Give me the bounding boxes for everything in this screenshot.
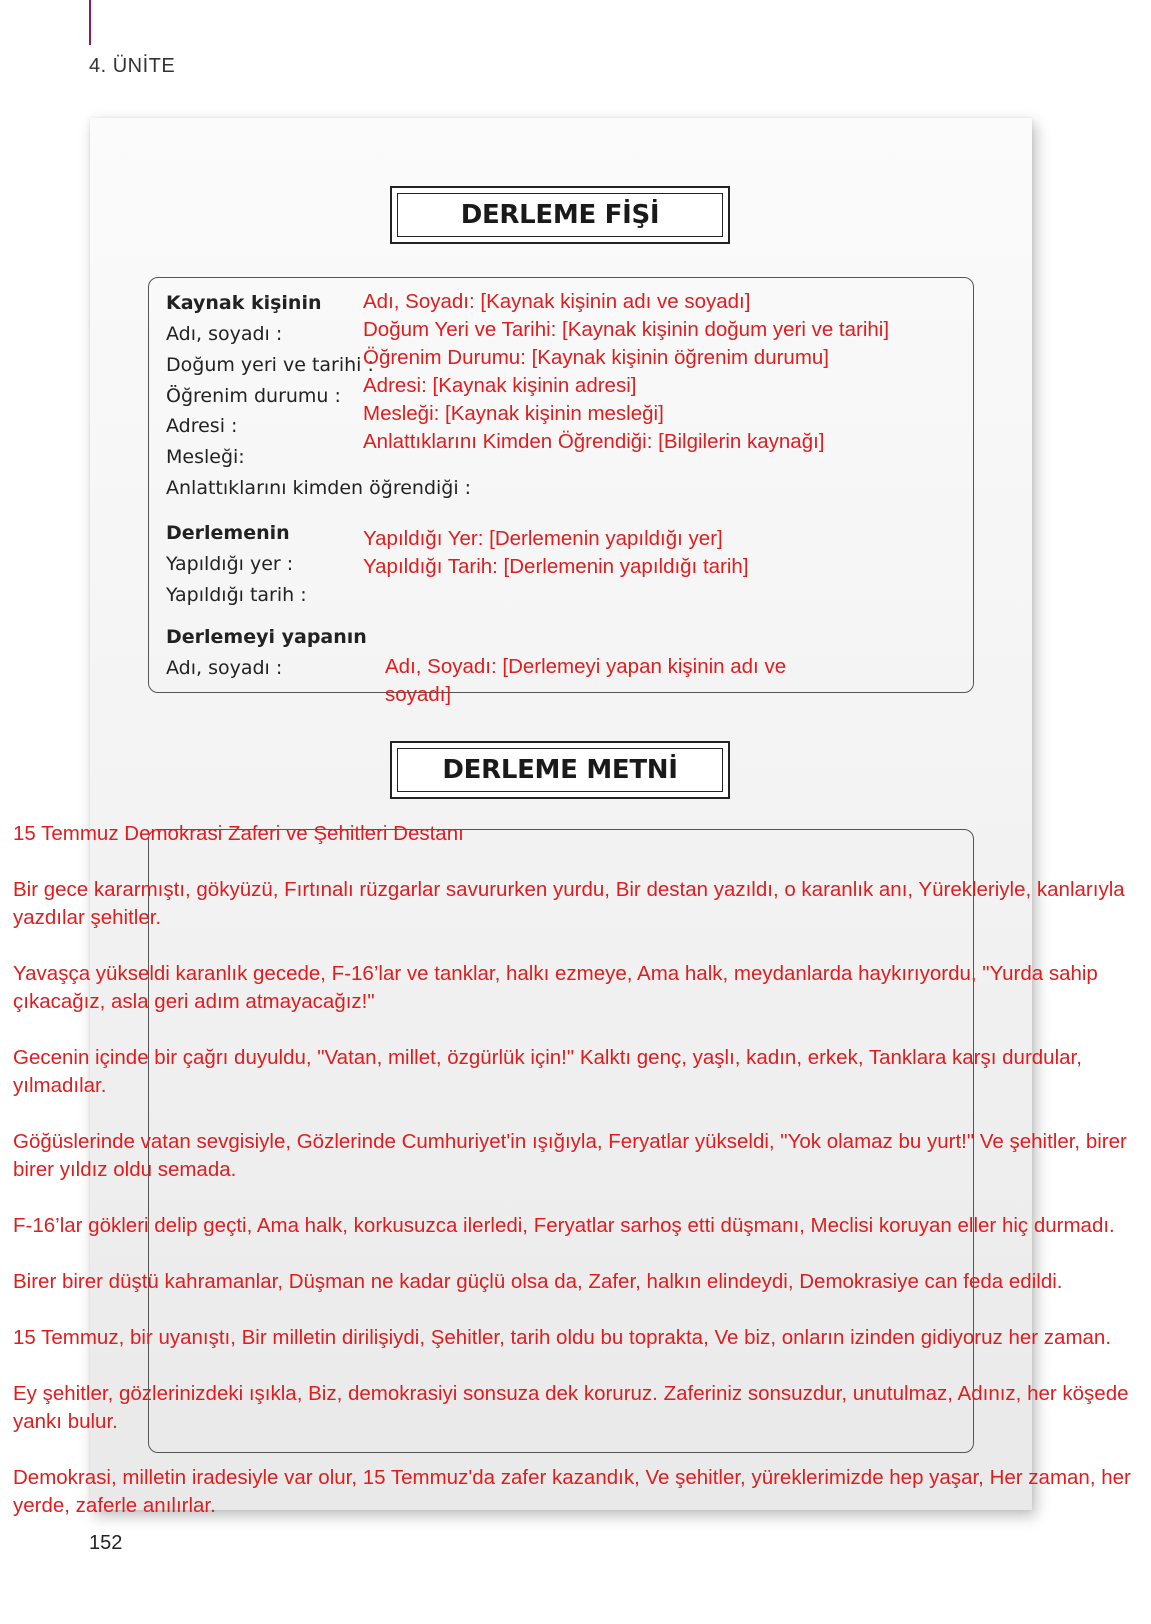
filled-meslegi: Mesleği: [Kaynak kişinin mesleği] (363, 402, 664, 425)
filled-yapan-line1: Adı, Soyadı: [Derlemeyi yapan kişinin adı ve (385, 655, 787, 678)
metin-paragraph: 15 Temmuz, bir uyanıştı, Bir milletin dirilişiydi, Şehitler, tarih oldu bu toprakta, Ve biz, onların izinden gidiyoruz her zaman. (13, 1326, 1112, 1349)
metin-paragraph: Gecenin içinde bir çağrı duyuldu, "Vatan, millet, özgürlük için!" Kalktı genç, yaşlı, kadın, erkek, Tanklara karşı durdular, yılmadılar. (13, 1046, 1082, 1097)
yapildigi-tarih-label: Yapıldığı tarih : (166, 584, 307, 606)
filled-yapildigi-tarih: Yapıldığı Tarih: [Derlemenin yapıldığı tarih] (363, 555, 749, 578)
derlemenin-heading: Derlemenin (166, 522, 290, 544)
filled-yapan-line2: soyadı] (385, 683, 452, 706)
margin-rule (89, 0, 91, 45)
metin-paragraph: F-16’lar gökleri delip geçti, Ama halk, korkusuzca ilerledi, Feryatlar sarhoş etti düşmanı, Meclisi koruyan eller hiç durmadı. (13, 1214, 1115, 1237)
filled-adi-soyadi: Adı, Soyadı: [Kaynak kişinin adı ve soyadı] (363, 290, 751, 313)
metin-paragraph: Yavaşça yükseldi karanlık gecede, F-16’lar ve tanklar, halkı ezmeye, Ama halk, meydanlarda haykırıyordu, "Yurda sahip çıkacağız, asla geri adım atmayacağız!" (13, 962, 1098, 1013)
anlattiklari-label: Anlattıklarını kimden öğrendiği : (166, 477, 472, 499)
dogum-label: Doğum yeri ve tarihi : (166, 354, 374, 376)
derleme-fisi-title-box (390, 186, 730, 244)
ogrenim-label: Öğrenim durumu : (166, 385, 341, 407)
metin-paragraph: Göğüslerinde vatan sevgisiyle, Gözlerinde Cumhuriyet'in ışığıyla, Feryatlar yükseldi, "Yok olamaz bu yurt!" Ve şehitler, birer birer yıldız oldu semada. (13, 1130, 1127, 1181)
yapildigi-yer-label: Yapıldığı yer : (166, 553, 294, 575)
metin-paragraph: Ey şehitler, gözlerinizdeki ışıkla, Biz, demokrasiyi sonsuza dek koruruz. Zaferiniz sonsuzdur, unutulmaz, Adınız, her köşede yankı bulur. (13, 1382, 1129, 1433)
filled-anlattiklari: Anlattıklarını Kimden Öğrendiği: [Bilgilerin kaynağı] (363, 430, 825, 453)
kaynak-heading: Kaynak kişinin (166, 292, 322, 314)
page-number: 152 (89, 1532, 123, 1554)
filled-adresi: Adresi: [Kaynak kişinin adresi] (363, 374, 637, 397)
metin-paragraph: Birer birer düştü kahramanlar, Düşman ne kadar güçlü olsa da, Zafer, halkın elindeydi, Demokrasiye can feda edildi. (13, 1270, 1063, 1293)
derleme-metni-title-box (390, 741, 730, 799)
unit-header: 4. ÜNİTE (89, 55, 176, 77)
adi-soyadi-label: Adı, soyadı : (166, 323, 283, 345)
filled-yapildigi-yer: Yapıldığı Yer: [Derlemenin yapıldığı yer] (363, 527, 723, 550)
metin-paragraph: Demokrasi, milletin iradesiyle var olur, 15 Temmuz'da zafer kazandık, Ve şehitler, yüreklerimizde hep yaşar, Her zaman, her yerde, zaferle anılırlar. (13, 1466, 1131, 1517)
metin-paragraph: Bir gece kararmıştı, gökyüzü, Fırtınalı rüzgarlar savururken yurdu, Bir destan yazıldı, o karanlık anı, Yürekleriyle, kanlarıyla yazdılar şehitler. (13, 878, 1125, 929)
metin-title: 15 Temmuz Demokrasi Zaferi ve Şehitleri Destanı (13, 822, 464, 845)
derleme-fisi-title: DERLEME FİŞİ (397, 193, 723, 237)
filled-ogrenim: Öğrenim Durumu: [Kaynak kişinin öğrenim durumu] (363, 346, 829, 369)
adresi-label: Adresi : (166, 415, 238, 437)
yapan-adi-label: Adı, soyadı : (166, 657, 283, 679)
filled-dogum: Doğum Yeri ve Tarihi: [Kaynak kişinin doğum yeri ve tarihi] (363, 318, 890, 341)
derlemeyi-yapan-heading: Derlemeyi yapanın (166, 626, 367, 648)
derleme-metni-text (13, 820, 1145, 1548)
meslegi-label: Mesleği: (166, 446, 245, 468)
derleme-metni-title: DERLEME METNİ (397, 748, 723, 792)
